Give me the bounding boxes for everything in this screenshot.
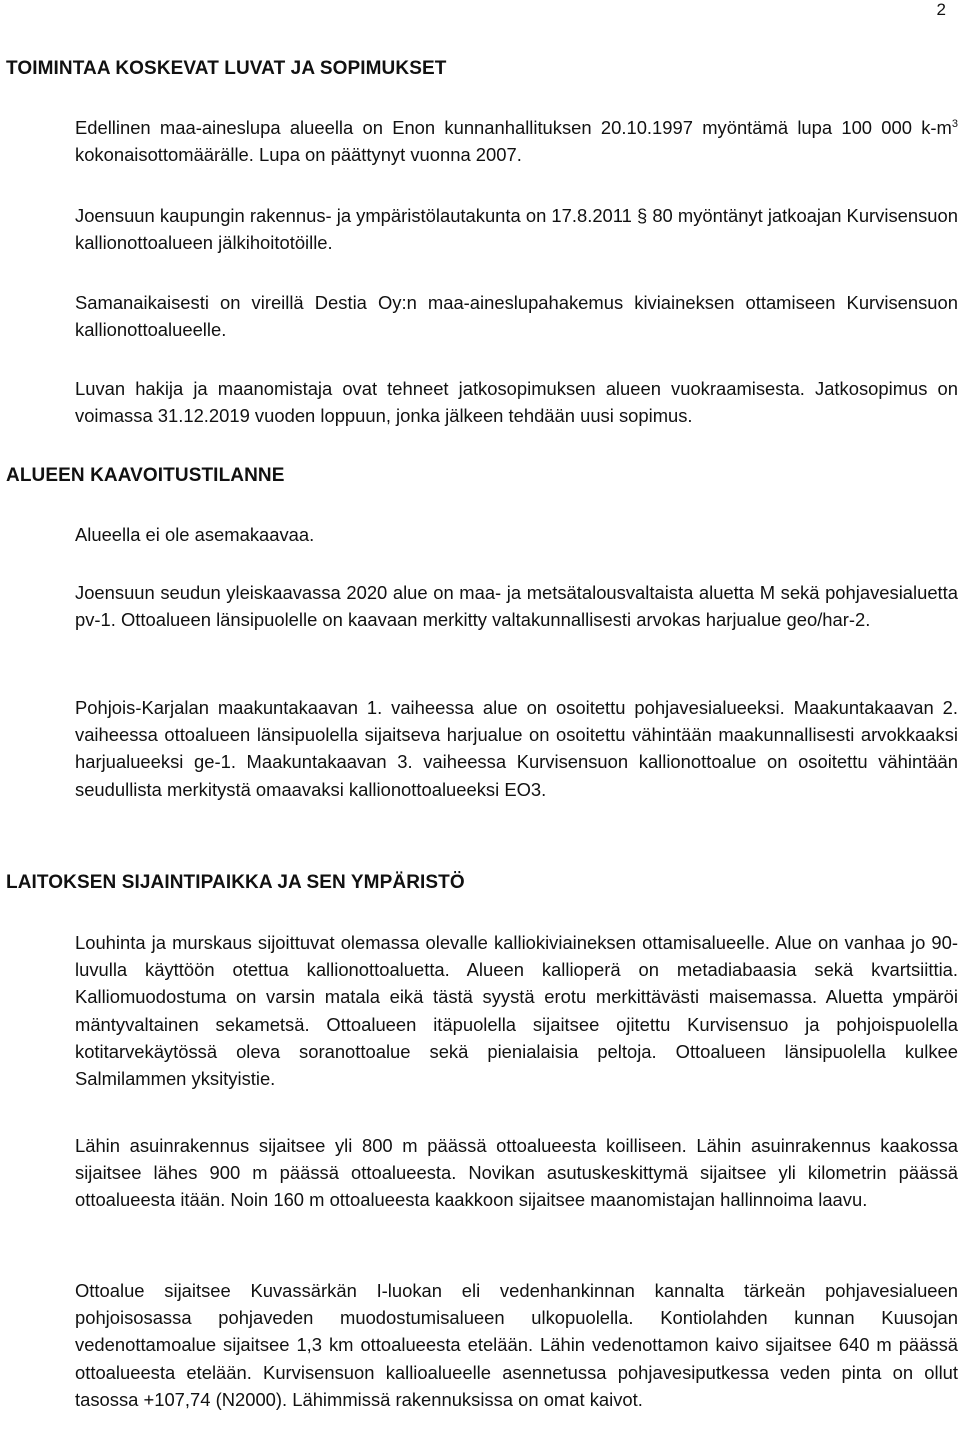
paragraph-regional-plan: Pohjois-Karjalan maakuntakaavan 1. vaiheessa alue on osoitettu pohjavesialueeksi. Maakuntakaavan 2. vaiheessa ottoalueen länsipuolella sijaitseva harjualue on osoitettu vähintään maakunnallisesti arvokkaaksi harjualueeksi ge-1. Maakuntakaavan 3. vaiheessa Kurvisensuon kallionottoalue on osoitettu vähintään seudullista merkitystä omaavaksi kallionottoalueeksi EO3. — [75, 697, 958, 800]
section-heading-permits: TOIMINTAA KOSKEVAT LUVAT JA SOPIMUKSET — [6, 58, 447, 79]
paragraph-nearest-buildings: Lähin asuinrakennus sijaitsee yli 800 m päässä ottoalueesta koilliseen. Lähin asuinrakennus kaakossa sijaitsee lähes 900 m päässä ottoalueesta. Novikan asutuskeskittymä sijaitsee yli kilometrin päässä ottoalueesta itään. Noin 160 m ottoalueesta kaakkoon sijaitsee maanomistajan hallinnoima laavu. — [75, 1135, 958, 1211]
superscript-unit: 3 — [951, 118, 958, 130]
paragraph-site-description: Louhinta ja murskaus sijoittuvat olemassa olevalle kalliokiviaineksen ottamisalueelle. Alue on vanhaa jo 90-luvulla käyttöön otettua kallionottoaluetta. Alueen kallioperä on metadiabaasia sekä kvartsiittia. Kalliomuodostuma on varsin matala eikä tästä syystä erotu merkittävästi maisemassa. Aluetta ympäröi mäntyvaltainen sekametsä. Ottoalueen itäpuolella sijaitsee ojitettu Kurvisensuo ja pohjoispuolella kotitarvekäytössä oleva soranottoalue sekä pienialaisia peltoja. Ottoalueen länsipuolella kulkee Salmilammen yksityistie. — [75, 932, 958, 1090]
paragraph-previous-permit — [75, 114, 958, 168]
page-number: 2 — [936, 0, 946, 19]
paragraph-lease-agreement: Luvan hakija ja maanomistaja ovat tehneet jatkosopimuksen alueen vuokraamisesta. Jatkosopimus on voimassa 31.12.2019 vuoden loppuun, jonka jälkeen tehdään uusi sopimus. — [75, 378, 958, 427]
paragraph-no-detailed-plan: Alueella ei ole asemakaavaa. — [75, 524, 315, 545]
paragraph-text: kokonaisottomäärälle. Lupa on päättynyt vuonna 2007. — [75, 144, 522, 166]
section-heading-zoning: ALUEEN KAAVOITUSTILANNE — [6, 465, 285, 486]
paragraph-pending-application: Samanaikaisesti on vireillä Destia Oy:n maa-aineslupahakemus kiviaineksen ottamiseen Kurvisensuon kallionottoalueelle. — [75, 292, 958, 341]
paragraph-groundwater: Ottoalue sijaitsee Kuvassärkän I-luokan eli vedenhankinnan kannalta tärkeän pohjavesialueen pohjoisosassa pohjaveden muodostumisalueen ulkopuolella. Kontiolahden kunnan Kuusojan vedenottamoalue sijaitsee 1,3 km ottoalueesta etelään. Lähin vedenottamon kaivo sijaitsee 640 m päässä ottoalueesta etelään. Kurvisensuon kallioalueelle asennetussa pohjavesiputkessa veden pinta on ollut tasossa +107,74 (N2000). Lähimmissä rakennuksissa on omat kaivot. — [75, 1280, 958, 1410]
paragraph-master-plan: Joensuun seudun yleiskaavassa 2020 alue on maa- ja metsätalousvaltaista aluetta M sekä pohjavesialuetta pv-1. Ottoalueen länsipuolelle on kaavaan merkitty valtakunnallisesti arvokas harjualue geo/har-2. — [75, 582, 958, 631]
paragraph-text: Edellinen maa-aineslupa alueella on Enon kunnanhallituksen 20.10.1997 myöntämä lupa 100 000 k-m — [75, 117, 952, 138]
paragraph-extension: Joensuun kaupungin rakennus- ja ympäristölautakunta on 17.8.2011 § 80 myöntänyt jatkoajan Kurvisensuon kallionottoalueen jälkihoitotöille. — [75, 205, 958, 254]
section-heading-location: LAITOKSEN SIJAINTIPAIKKA JA SEN YMPÄRISTÖ — [6, 872, 465, 893]
